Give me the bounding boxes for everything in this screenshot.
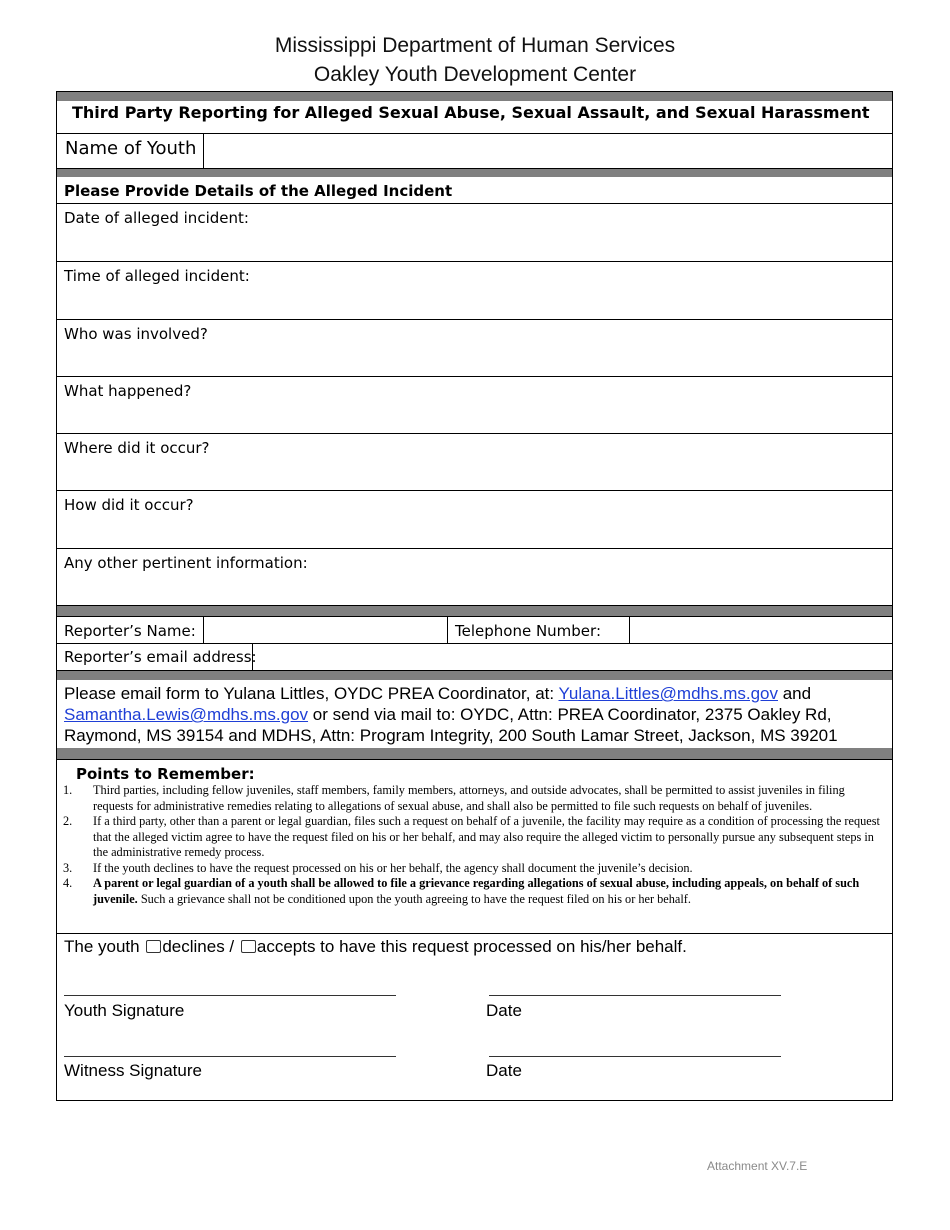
other-info-label: Any other pertinent information: [64, 554, 308, 572]
point-item [63, 814, 888, 861]
date-label: Date of alleged incident: [64, 209, 249, 227]
declines-checkbox[interactable] [146, 940, 161, 953]
point-number: 2. [63, 814, 73, 828]
who-field[interactable] [57, 319, 892, 376]
who-label: Who was involved? [64, 325, 208, 343]
instructions-line-1 [64, 684, 811, 704]
telephone-label: Telephone Number: [455, 622, 601, 640]
point-item [63, 876, 888, 907]
agency-title: Mississippi Department of Human Services [274, 34, 676, 57]
center-title: Oakley Youth Development Center [313, 63, 637, 86]
youth-date-label: Date [486, 1001, 522, 1020]
section-bar [57, 671, 892, 680]
accepts-label: accepts to have this request processed on his/her behalf. [256, 937, 687, 956]
instructions-line-2 [64, 705, 832, 725]
instructions-line-3: Raymond, MS 39154 and MDHS, Attn: Program Integrity, 200 South Lamar Street, Jackson, MS 39201 [64, 726, 838, 745]
point-text: Third parties, including fellow juveniles, staff members, family members, attorneys, and outside advocates, shall be permitted to assist juveniles in filing requests for administrative remedies relating to allegations of sexual abuse, and shall also be permitted to file such requests on behalf of juveniles. [93, 783, 845, 813]
point-item [63, 861, 888, 877]
section-bar [57, 748, 892, 759]
details-heading: Please Provide Details of the Alleged Incident [64, 182, 453, 200]
points-list [63, 783, 888, 907]
title-bar [57, 92, 892, 101]
section-bar [57, 606, 892, 616]
witness-signature-label: Witness Signature [64, 1061, 202, 1080]
email-link-samantha[interactable]: Samantha.Lewis@mdhs.ms.gov [64, 705, 309, 724]
what-field[interactable] [57, 376, 892, 433]
telephone-input[interactable] [630, 617, 892, 643]
point-text: If the youth declines to have the request processed on his or her behalf, the agency shall document the juvenile’s decision. [93, 860, 693, 875]
decision-prefix: The youth [64, 937, 145, 956]
attachment-label: Attachment XV.7.E [707, 1159, 808, 1173]
point-item [63, 783, 888, 814]
form-title: Third Party Reporting for Alleged Sexual Abuse, Sexual Assault, and Sexual Harassment [72, 103, 870, 122]
divider [57, 933, 892, 934]
point-bold-text: A parent or legal guardian of a youth shall be allowed to file a grievance regarding allegations of sexual abuse, including appeals, on behalf of such juvenile. [93, 876, 860, 906]
section-bar [57, 169, 892, 177]
point-number: 3. [63, 860, 73, 875]
date-field[interactable] [57, 203, 892, 261]
time-label: Time of alleged incident: [64, 267, 250, 285]
form-frame [56, 91, 893, 1101]
youth-signature-label: Youth Signature [64, 1001, 185, 1020]
divider [447, 616, 448, 643]
divider [57, 759, 892, 760]
email-link-yulana[interactable]: Yulana.Littles@mdhs.ms.gov [558, 684, 778, 703]
how-field[interactable] [57, 490, 892, 548]
what-label: What happened? [64, 382, 192, 400]
name-of-youth-label: Name of Youth [65, 138, 197, 159]
points-heading: Points to Remember: [76, 765, 255, 783]
point-number: 4. [63, 876, 73, 890]
other-info-field[interactable] [57, 548, 892, 605]
point-text: If a third party, other than a parent or legal guardian, files such a request on behalf of a juvenile, the facility may require as a condition of processing the request that the alleged victim agree to have the request filed on his or her behalf, and may also require the alleged victim to personally pursue any subsequent steps in the administrative remedy process. [93, 814, 880, 859]
time-field[interactable] [57, 261, 892, 319]
youth-date-line[interactable] [489, 995, 781, 996]
instructions-text-1: Please email form to Yulana Littles, OYDC PREA Coordinator, at: [64, 684, 559, 703]
declines-label: declines / [162, 937, 239, 956]
instructions-text-3: or send via mail to: OYDC, Attn: PREA Coordinator, 2375 Oakley Rd, [308, 705, 832, 724]
instructions-text-2: and [778, 684, 812, 703]
point-number: 1. [63, 783, 73, 797]
youth-signature-line[interactable] [64, 995, 396, 996]
reporter-name-label: Reporter’s Name: [64, 622, 196, 640]
name-of-youth-input[interactable] [204, 134, 892, 168]
where-label: Where did it occur? [64, 439, 210, 457]
witness-date-label: Date [486, 1061, 522, 1080]
where-field[interactable] [57, 433, 892, 490]
accepts-checkbox[interactable] [241, 940, 256, 953]
witness-signature-line[interactable] [64, 1056, 396, 1057]
point-text: Such a grievance shall not be conditioned upon the youth agreeing to have the request filed on his or her behalf. [137, 891, 691, 906]
how-label: How did it occur? [64, 496, 194, 514]
witness-date-line[interactable] [489, 1056, 781, 1057]
reporter-name-input[interactable] [204, 617, 446, 643]
reporter-email-label: Reporter’s email address: [64, 648, 257, 666]
reporter-email-input[interactable] [253, 644, 892, 670]
decision-line [64, 937, 687, 957]
